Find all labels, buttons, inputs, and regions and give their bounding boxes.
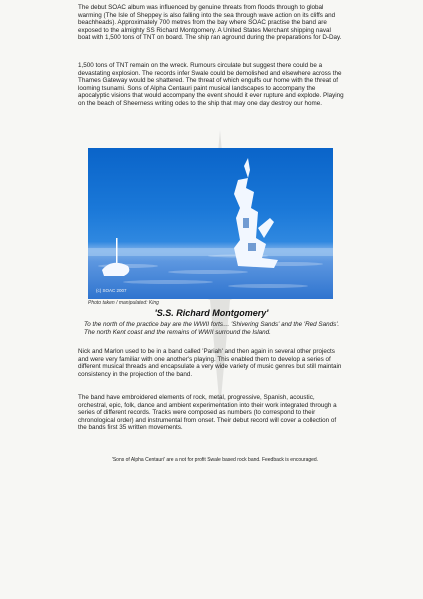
buoy-shape [102,238,129,276]
band-history-paragraph: Nick and Marlon used to be in a band called 'Pariah' and then again in several other projects and were very familiar with one another's playing. This enabled them to develop a series of different musical threads and encapsulate a very wide variety of music genres but still maintain consistency in the projection of the band. [78,348,342,378]
shipwreck-photo [88,148,333,299]
forts-paragraph: To the north of the practice bay are the WWII forts… 'Shivering Sands' and the 'Red Sands'. The north Kent coast and the remains of WWII surround the Island. [84,321,340,336]
tnt-paragraph: 1,500 tons of TNT remain on the wreck. Rumours circulate but suggest there could be a devastating explosion. The records infer Swale could be demolished and elsewhere across the Thames Gateway would be shattered. The threat of which engulfs our home with the threat of looming tsunami. Sons of Alpha Centauri paint musical landscapes to accompany the apocalyptic visions that would accompany the event should it ever rupture and explode. Playing on the beach of Sheerness writing odes to the ship that may one day destroy our home. [78,62,344,107]
footnote: 'Sons of Alpha Centauri' are a not for profit Swale based rock band. Feedback is encouraged. [111,457,319,463]
band-genres-paragraph: The band have embroidered elements of rock, metal, progressive, Spanish, acoustic, orchestral, epic, folk, dance and ambient experimentation into their work integrated through a series of different records. Tracks were composed as numbers (to correspond to their chronological order) and instrumental from onset. Their debut record will cover a collection of the bands first 35 written movements. [78,394,337,432]
photo-title: 'S.S. Richard Montgomery' [154,308,269,318]
photo-copyright: (c) SOAC 2007 [96,288,127,293]
intro-paragraph: The debut SOAC album was influenced by genuine threats from floods through to global warming (The Isle of Sheppey is also falling into the sea through wave action on its cliffs and beachheads). Approximately 700 metres from the bay where SOAC practise the band are exposed to the almighty SS Richard Montgomery. A United States Merchant shipping naval boat with 1,500 tons of TNT on board. The ship ran aground during the preparations for D-Day. [78,4,342,42]
photo-credit: Photo taken / manipulated: King [88,300,159,306]
